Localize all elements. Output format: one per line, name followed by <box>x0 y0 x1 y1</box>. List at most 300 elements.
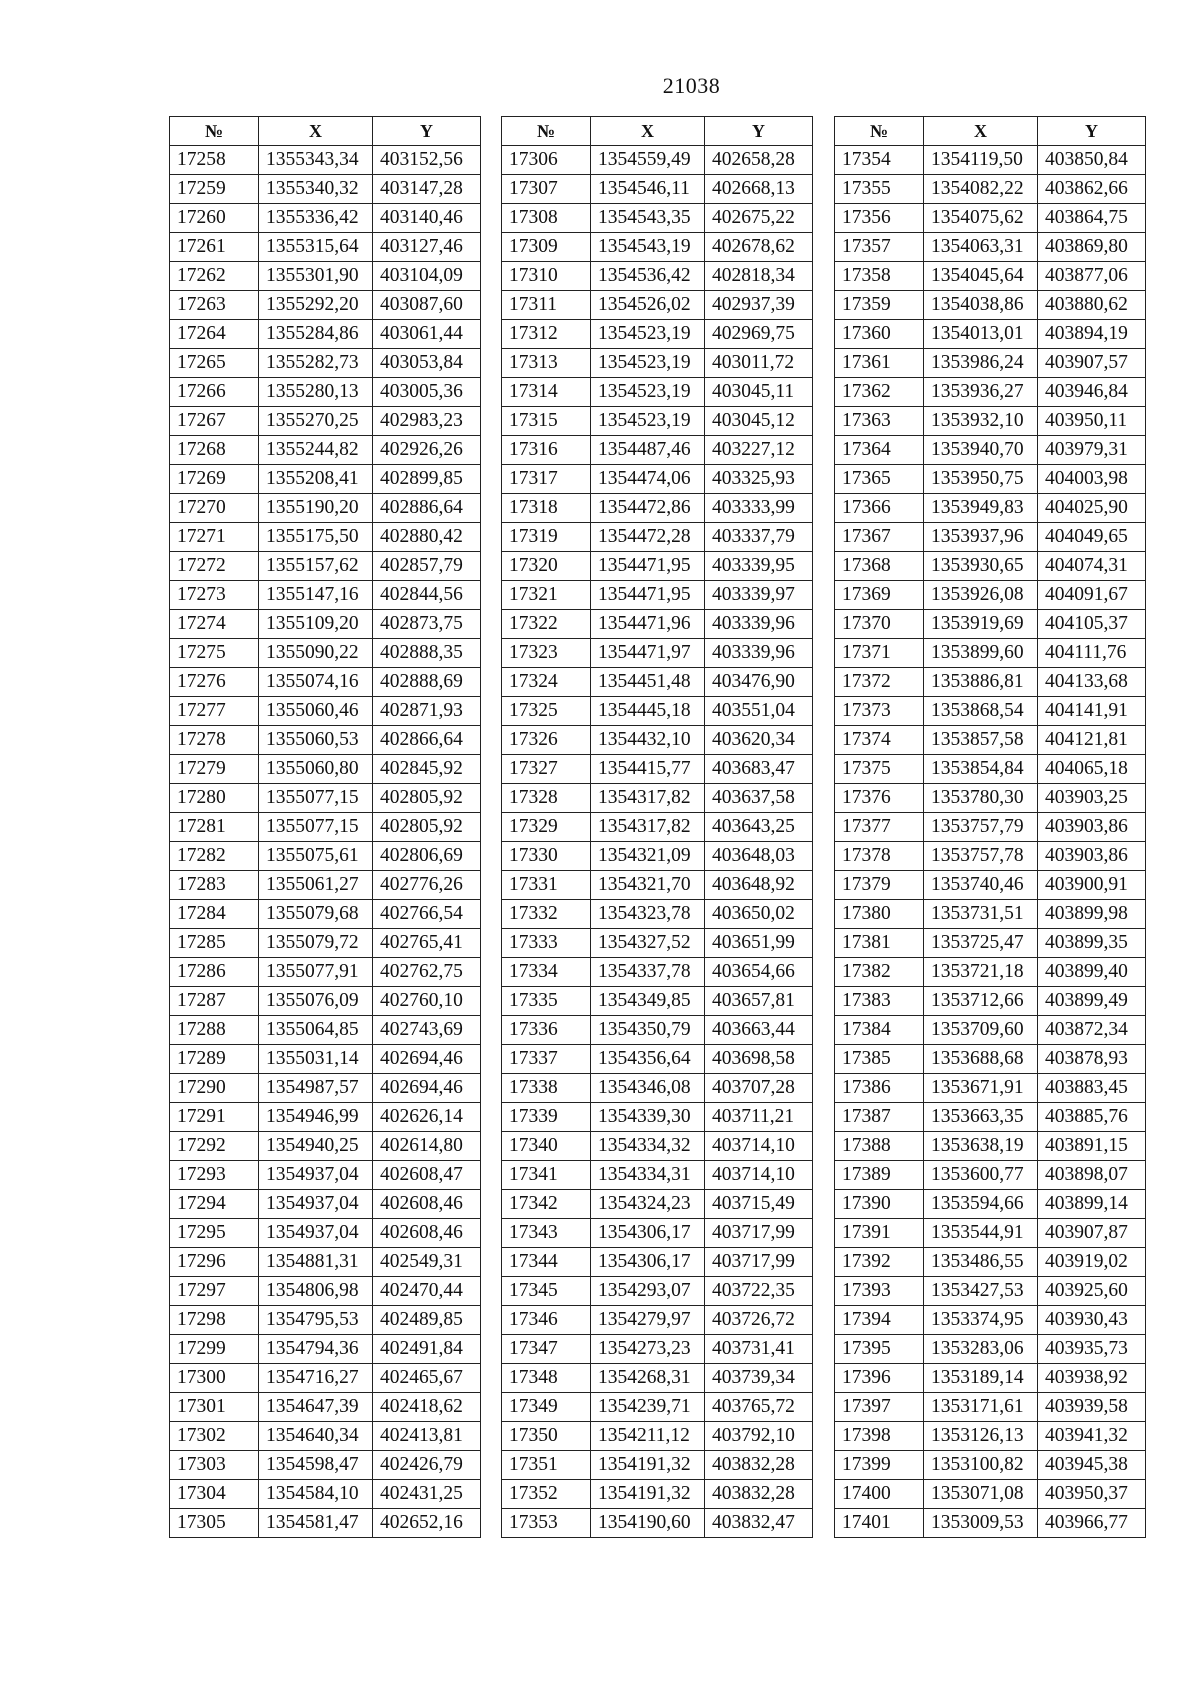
x-coordinate-cell: 1354526,02 <box>591 291 705 320</box>
x-coordinate-cell: 1355074,16 <box>259 668 373 697</box>
table-row <box>502 900 813 929</box>
table-row <box>502 552 813 581</box>
point-number-cell: 17339 <box>502 1103 591 1132</box>
y-coordinate-cell: 403872,34 <box>1038 1016 1146 1045</box>
x-coordinate-cell: 1355077,15 <box>259 784 373 813</box>
x-coordinate-cell: 1353926,08 <box>924 581 1038 610</box>
x-coordinate-cell: 1353854,84 <box>924 755 1038 784</box>
y-coordinate-cell: 403903,86 <box>1038 813 1146 842</box>
y-coordinate-cell: 403711,21 <box>705 1103 813 1132</box>
y-coordinate-cell: 403714,10 <box>705 1161 813 1190</box>
x-coordinate-cell: 1354584,10 <box>259 1480 373 1509</box>
x-coordinate-cell: 1354543,35 <box>591 204 705 233</box>
y-coordinate-cell: 403045,12 <box>705 407 813 436</box>
y-coordinate-cell: 403869,80 <box>1038 233 1146 262</box>
x-coordinate-cell: 1354581,47 <box>259 1509 373 1538</box>
point-number-cell: 17319 <box>502 523 591 552</box>
y-coordinate-cell: 403717,99 <box>705 1248 813 1277</box>
point-number-cell: 17346 <box>502 1306 591 1335</box>
table-row <box>502 1074 813 1103</box>
point-number-cell: 17285 <box>170 929 259 958</box>
point-number-cell: 17330 <box>502 842 591 871</box>
x-coordinate-cell: 1355343,34 <box>259 146 373 175</box>
point-number-cell: 17399 <box>835 1451 924 1480</box>
table-row <box>502 1509 813 1538</box>
point-number-cell: 17342 <box>502 1190 591 1219</box>
point-number-cell: 17274 <box>170 610 259 639</box>
point-number-cell: 17375 <box>835 755 924 784</box>
y-coordinate-cell: 402765,41 <box>373 929 481 958</box>
table-row <box>502 1045 813 1074</box>
y-coordinate-cell: 403087,60 <box>373 291 481 320</box>
table-row <box>835 871 1146 900</box>
table-row <box>170 813 481 842</box>
x-coordinate-cell: 1354306,17 <box>591 1219 705 1248</box>
x-coordinate-cell: 1354190,60 <box>591 1509 705 1538</box>
y-coordinate-cell: 402608,47 <box>373 1161 481 1190</box>
point-number-cell: 17362 <box>835 378 924 407</box>
y-coordinate-cell: 403227,12 <box>705 436 813 465</box>
table-row <box>170 755 481 784</box>
x-coordinate-cell: 1355060,53 <box>259 726 373 755</box>
y-coordinate-cell: 402886,64 <box>373 494 481 523</box>
y-coordinate-cell: 403864,75 <box>1038 204 1146 233</box>
table-row <box>835 204 1146 233</box>
point-number-cell: 17325 <box>502 697 591 726</box>
y-coordinate-cell: 403919,02 <box>1038 1248 1146 1277</box>
x-coordinate-cell: 1353899,60 <box>924 639 1038 668</box>
table-row <box>502 1451 813 1480</box>
table-row <box>170 1393 481 1422</box>
point-number-cell: 17318 <box>502 494 591 523</box>
x-coordinate-cell: 1354472,86 <box>591 494 705 523</box>
y-coordinate-cell: 403104,09 <box>373 262 481 291</box>
y-coordinate-cell: 403337,79 <box>705 523 813 552</box>
point-number-cell: 17287 <box>170 987 259 1016</box>
y-coordinate-cell: 403053,84 <box>373 349 481 378</box>
point-number-cell: 17280 <box>170 784 259 813</box>
y-coordinate-cell: 402652,16 <box>373 1509 481 1538</box>
table-row <box>170 262 481 291</box>
point-number-cell: 17286 <box>170 958 259 987</box>
table-row <box>502 581 813 610</box>
x-coordinate-cell: 1353171,61 <box>924 1393 1038 1422</box>
table-row <box>835 697 1146 726</box>
table-row <box>835 175 1146 204</box>
table-row <box>170 320 481 349</box>
point-number-cell: 17264 <box>170 320 259 349</box>
y-coordinate-cell: 403061,44 <box>373 320 481 349</box>
x-coordinate-cell: 1353283,06 <box>924 1335 1038 1364</box>
coordinates-table-1 <box>169 116 481 1538</box>
table-row <box>170 291 481 320</box>
y-coordinate-cell: 403152,56 <box>373 146 481 175</box>
x-coordinate-cell: 1355340,32 <box>259 175 373 204</box>
point-number-cell: 17385 <box>835 1045 924 1074</box>
table-row <box>835 1132 1146 1161</box>
point-number-cell: 17396 <box>835 1364 924 1393</box>
y-coordinate-cell: 403648,92 <box>705 871 813 900</box>
x-coordinate-cell: 1355077,15 <box>259 813 373 842</box>
x-coordinate-cell: 1354640,34 <box>259 1422 373 1451</box>
table-row <box>835 1335 1146 1364</box>
point-number-cell: 17307 <box>502 175 591 204</box>
table-row <box>502 958 813 987</box>
point-number-cell: 17320 <box>502 552 591 581</box>
point-number-cell: 17289 <box>170 1045 259 1074</box>
x-coordinate-cell: 1354191,32 <box>591 1451 705 1480</box>
x-coordinate-cell: 1354946,99 <box>259 1103 373 1132</box>
y-coordinate-cell: 402873,75 <box>373 610 481 639</box>
point-number-cell: 17379 <box>835 871 924 900</box>
table-row <box>170 465 481 494</box>
point-number-cell: 17314 <box>502 378 591 407</box>
point-number-cell: 17278 <box>170 726 259 755</box>
x-coordinate-cell: 1354471,95 <box>591 581 705 610</box>
table-row <box>170 1451 481 1480</box>
y-coordinate-cell: 403950,37 <box>1038 1480 1146 1509</box>
y-coordinate-cell: 402969,75 <box>705 320 813 349</box>
point-number-cell: 17336 <box>502 1016 591 1045</box>
point-number-cell: 17355 <box>835 175 924 204</box>
point-number-cell: 17376 <box>835 784 924 813</box>
table-header-row <box>502 117 813 146</box>
point-number-cell: 17293 <box>170 1161 259 1190</box>
point-number-cell: 17266 <box>170 378 259 407</box>
x-coordinate-cell: 1354523,19 <box>591 378 705 407</box>
x-coordinate-cell: 1354317,82 <box>591 813 705 842</box>
y-coordinate-cell: 402899,85 <box>373 465 481 494</box>
y-coordinate-cell: 403862,66 <box>1038 175 1146 204</box>
point-number-cell: 17311 <box>502 291 591 320</box>
y-coordinate-cell: 402805,92 <box>373 784 481 813</box>
x-coordinate-cell: 1353594,66 <box>924 1190 1038 1219</box>
table-row <box>835 233 1146 262</box>
column-header-number: № <box>502 117 591 146</box>
point-number-cell: 17310 <box>502 262 591 291</box>
point-number-cell: 17306 <box>502 146 591 175</box>
x-coordinate-cell: 1353671,91 <box>924 1074 1038 1103</box>
point-number-cell: 17281 <box>170 813 259 842</box>
x-coordinate-cell: 1354471,97 <box>591 639 705 668</box>
y-coordinate-cell: 403654,66 <box>705 958 813 987</box>
table-row <box>502 668 813 697</box>
point-number-cell: 17279 <box>170 755 259 784</box>
y-coordinate-cell: 403714,10 <box>705 1132 813 1161</box>
table-row <box>170 1248 481 1277</box>
x-coordinate-cell: 1353757,78 <box>924 842 1038 871</box>
point-number-cell: 17363 <box>835 407 924 436</box>
point-number-cell: 17352 <box>502 1480 591 1509</box>
table-row <box>502 755 813 784</box>
x-coordinate-cell: 1354795,53 <box>259 1306 373 1335</box>
x-coordinate-cell: 1354321,09 <box>591 842 705 871</box>
table-row <box>835 146 1146 175</box>
coordinates-table-2 <box>501 116 813 1538</box>
x-coordinate-cell: 1355090,22 <box>259 639 373 668</box>
x-coordinate-cell: 1353986,24 <box>924 349 1038 378</box>
point-number-cell: 17303 <box>170 1451 259 1480</box>
x-coordinate-cell: 1353663,35 <box>924 1103 1038 1132</box>
table-row <box>502 1248 813 1277</box>
point-number-cell: 17270 <box>170 494 259 523</box>
table-row <box>835 813 1146 842</box>
table-row <box>170 581 481 610</box>
point-number-cell: 17378 <box>835 842 924 871</box>
table-row <box>170 494 481 523</box>
y-coordinate-cell: 402614,80 <box>373 1132 481 1161</box>
point-number-cell: 17297 <box>170 1277 259 1306</box>
x-coordinate-cell: 1354334,31 <box>591 1161 705 1190</box>
x-coordinate-cell: 1354239,71 <box>591 1393 705 1422</box>
x-coordinate-cell: 1355075,61 <box>259 842 373 871</box>
y-coordinate-cell: 403011,72 <box>705 349 813 378</box>
x-coordinate-cell: 1353009,53 <box>924 1509 1038 1538</box>
x-coordinate-cell: 1354350,79 <box>591 1016 705 1045</box>
table-row <box>502 378 813 407</box>
table-row <box>835 1509 1146 1538</box>
y-coordinate-cell: 402776,26 <box>373 871 481 900</box>
table-row <box>835 1074 1146 1103</box>
point-number-cell: 17384 <box>835 1016 924 1045</box>
point-number-cell: 17400 <box>835 1480 924 1509</box>
x-coordinate-cell: 1355208,41 <box>259 465 373 494</box>
table-row <box>170 639 481 668</box>
y-coordinate-cell: 403832,28 <box>705 1451 813 1480</box>
x-coordinate-cell: 1354806,98 <box>259 1277 373 1306</box>
point-number-cell: 17334 <box>502 958 591 987</box>
y-coordinate-cell: 403765,72 <box>705 1393 813 1422</box>
y-coordinate-cell: 404074,31 <box>1038 552 1146 581</box>
table-row <box>502 1480 813 1509</box>
table-row <box>170 1045 481 1074</box>
point-number-cell: 17299 <box>170 1335 259 1364</box>
x-coordinate-cell: 1355147,16 <box>259 581 373 610</box>
y-coordinate-cell: 402844,56 <box>373 581 481 610</box>
x-coordinate-cell: 1355315,64 <box>259 233 373 262</box>
column-header-x: X <box>591 117 705 146</box>
point-number-cell: 17387 <box>835 1103 924 1132</box>
y-coordinate-cell: 404133,68 <box>1038 668 1146 697</box>
point-number-cell: 17350 <box>502 1422 591 1451</box>
y-coordinate-cell: 403946,84 <box>1038 378 1146 407</box>
x-coordinate-cell: 1354559,49 <box>591 146 705 175</box>
x-coordinate-cell: 1355061,27 <box>259 871 373 900</box>
x-coordinate-cell: 1353740,46 <box>924 871 1038 900</box>
point-number-cell: 17268 <box>170 436 259 465</box>
table-row <box>835 1451 1146 1480</box>
x-coordinate-cell: 1353725,47 <box>924 929 1038 958</box>
y-coordinate-cell: 403717,99 <box>705 1219 813 1248</box>
x-coordinate-cell: 1354940,25 <box>259 1132 373 1161</box>
table-row <box>502 465 813 494</box>
table-row <box>170 871 481 900</box>
table-row <box>502 842 813 871</box>
y-coordinate-cell: 402413,81 <box>373 1422 481 1451</box>
x-coordinate-cell: 1353868,54 <box>924 697 1038 726</box>
point-number-cell: 17262 <box>170 262 259 291</box>
point-number-cell: 17388 <box>835 1132 924 1161</box>
x-coordinate-cell: 1353709,60 <box>924 1016 1038 1045</box>
y-coordinate-cell: 402608,46 <box>373 1219 481 1248</box>
table-row <box>835 987 1146 1016</box>
x-coordinate-cell: 1354327,52 <box>591 929 705 958</box>
point-number-cell: 17261 <box>170 233 259 262</box>
y-coordinate-cell: 403650,02 <box>705 900 813 929</box>
table-row <box>502 1335 813 1364</box>
x-coordinate-cell: 1354523,19 <box>591 349 705 378</box>
x-coordinate-cell: 1355190,20 <box>259 494 373 523</box>
point-number-cell: 17341 <box>502 1161 591 1190</box>
y-coordinate-cell: 402743,69 <box>373 1016 481 1045</box>
table-row <box>502 320 813 349</box>
point-number-cell: 17354 <box>835 146 924 175</box>
x-coordinate-cell: 1355060,80 <box>259 755 373 784</box>
x-coordinate-cell: 1354356,64 <box>591 1045 705 1074</box>
x-coordinate-cell: 1354211,12 <box>591 1422 705 1451</box>
x-coordinate-cell: 1354881,31 <box>259 1248 373 1277</box>
y-coordinate-cell: 403648,03 <box>705 842 813 871</box>
y-coordinate-cell: 402866,64 <box>373 726 481 755</box>
table-row <box>502 204 813 233</box>
y-coordinate-cell: 403005,36 <box>373 378 481 407</box>
table-row <box>835 1016 1146 1045</box>
y-coordinate-cell: 402805,92 <box>373 813 481 842</box>
x-coordinate-cell: 1354119,50 <box>924 146 1038 175</box>
point-number-cell: 17367 <box>835 523 924 552</box>
x-coordinate-cell: 1353189,14 <box>924 1364 1038 1393</box>
table-row <box>170 1277 481 1306</box>
table-row <box>170 1190 481 1219</box>
point-number-cell: 17356 <box>835 204 924 233</box>
x-coordinate-cell: 1353757,79 <box>924 813 1038 842</box>
table-row <box>170 1132 481 1161</box>
x-coordinate-cell: 1354937,04 <box>259 1161 373 1190</box>
x-coordinate-cell: 1353638,19 <box>924 1132 1038 1161</box>
point-number-cell: 17364 <box>835 436 924 465</box>
y-coordinate-cell: 403899,35 <box>1038 929 1146 958</box>
point-number-cell: 17361 <box>835 349 924 378</box>
x-coordinate-cell: 1355175,50 <box>259 523 373 552</box>
point-number-cell: 17265 <box>170 349 259 378</box>
x-coordinate-cell: 1353100,82 <box>924 1451 1038 1480</box>
point-number-cell: 17315 <box>502 407 591 436</box>
point-number-cell: 17269 <box>170 465 259 494</box>
y-coordinate-cell: 403832,28 <box>705 1480 813 1509</box>
table-row <box>835 581 1146 610</box>
x-coordinate-cell: 1355336,42 <box>259 204 373 233</box>
x-coordinate-cell: 1355076,09 <box>259 987 373 1016</box>
y-coordinate-cell: 402418,62 <box>373 1393 481 1422</box>
x-coordinate-cell: 1355031,14 <box>259 1045 373 1074</box>
table-row <box>835 407 1146 436</box>
table-row <box>835 755 1146 784</box>
y-coordinate-cell: 403339,97 <box>705 581 813 610</box>
point-number-cell: 17397 <box>835 1393 924 1422</box>
y-coordinate-cell: 402983,23 <box>373 407 481 436</box>
x-coordinate-cell: 1354647,39 <box>259 1393 373 1422</box>
point-number-cell: 17323 <box>502 639 591 668</box>
point-number-cell: 17292 <box>170 1132 259 1161</box>
point-number-cell: 17343 <box>502 1219 591 1248</box>
x-coordinate-cell: 1353126,13 <box>924 1422 1038 1451</box>
point-number-cell: 17370 <box>835 610 924 639</box>
table-row <box>502 726 813 755</box>
y-coordinate-cell: 402762,75 <box>373 958 481 987</box>
point-number-cell: 17301 <box>170 1393 259 1422</box>
table-row <box>835 1306 1146 1335</box>
x-coordinate-cell: 1354937,04 <box>259 1190 373 1219</box>
table-row <box>835 494 1146 523</box>
y-coordinate-cell: 402937,39 <box>705 291 813 320</box>
table-row <box>502 233 813 262</box>
y-coordinate-cell: 403339,96 <box>705 639 813 668</box>
table-row <box>170 1480 481 1509</box>
table-row <box>170 1364 481 1393</box>
y-coordinate-cell: 403939,58 <box>1038 1393 1146 1422</box>
table-row <box>502 1016 813 1045</box>
x-coordinate-cell: 1354794,36 <box>259 1335 373 1364</box>
x-coordinate-cell: 1354268,31 <box>591 1364 705 1393</box>
y-coordinate-cell: 402431,25 <box>373 1480 481 1509</box>
y-coordinate-cell: 403739,34 <box>705 1364 813 1393</box>
table-row <box>170 407 481 436</box>
x-coordinate-cell: 1353919,69 <box>924 610 1038 639</box>
point-number-cell: 17284 <box>170 900 259 929</box>
table-row <box>502 407 813 436</box>
x-coordinate-cell: 1354339,30 <box>591 1103 705 1132</box>
table-row <box>170 900 481 929</box>
table-header-row <box>835 117 1146 146</box>
point-number-cell: 17345 <box>502 1277 591 1306</box>
x-coordinate-cell: 1353544,91 <box>924 1219 1038 1248</box>
table-row <box>835 552 1146 581</box>
column-header-y: Y <box>1038 117 1146 146</box>
y-coordinate-cell: 404049,65 <box>1038 523 1146 552</box>
y-coordinate-cell: 403899,40 <box>1038 958 1146 987</box>
point-number-cell: 17260 <box>170 204 259 233</box>
x-coordinate-cell: 1354321,70 <box>591 871 705 900</box>
y-coordinate-cell: 403850,84 <box>1038 146 1146 175</box>
x-coordinate-cell: 1353721,18 <box>924 958 1038 987</box>
x-coordinate-cell: 1354937,04 <box>259 1219 373 1248</box>
point-number-cell: 17308 <box>502 204 591 233</box>
x-coordinate-cell: 1353486,55 <box>924 1248 1038 1277</box>
y-coordinate-cell: 402668,13 <box>705 175 813 204</box>
table-row <box>170 175 481 204</box>
y-coordinate-cell: 404003,98 <box>1038 465 1146 494</box>
table-row <box>502 1103 813 1132</box>
point-number-cell: 17283 <box>170 871 259 900</box>
table-row <box>835 1480 1146 1509</box>
table-row <box>835 1248 1146 1277</box>
point-number-cell: 17322 <box>502 610 591 639</box>
point-number-cell: 17373 <box>835 697 924 726</box>
point-number-cell: 17394 <box>835 1306 924 1335</box>
table-row <box>835 842 1146 871</box>
y-coordinate-cell: 402760,10 <box>373 987 481 1016</box>
table-row <box>835 436 1146 465</box>
point-number-cell: 17371 <box>835 639 924 668</box>
y-coordinate-cell: 402766,54 <box>373 900 481 929</box>
y-coordinate-cell: 403045,11 <box>705 378 813 407</box>
point-number-cell: 17282 <box>170 842 259 871</box>
point-number-cell: 17275 <box>170 639 259 668</box>
point-number-cell: 17295 <box>170 1219 259 1248</box>
table-row <box>170 1161 481 1190</box>
point-number-cell: 17304 <box>170 1480 259 1509</box>
table-header-row <box>170 117 481 146</box>
